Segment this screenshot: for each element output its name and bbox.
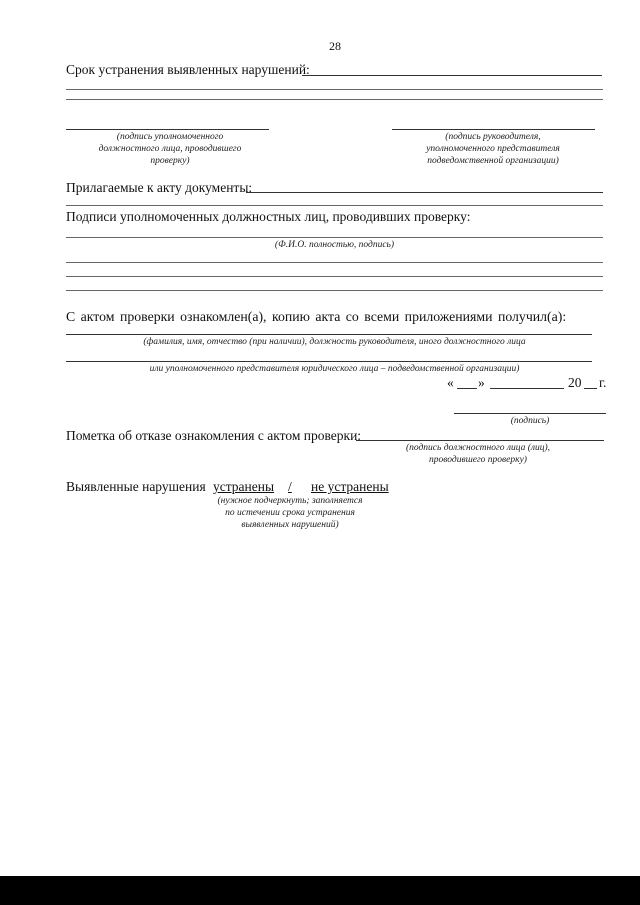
fio-caption: (Ф.И.О. полностью, подпись) <box>274 240 395 250</box>
signatures-line-4[interactable] <box>66 290 603 291</box>
refusal-caption: (подпись должностного лица (лиц), проводившего проверку) <box>405 443 551 465</box>
head-signature-line[interactable] <box>392 129 595 130</box>
inspector-signature-caption: (подпись уполномоченного должностного лица, проводившего проверку) <box>98 132 242 166</box>
date-day-field[interactable] <box>457 388 477 389</box>
date-year-suffix: г. <box>599 375 607 390</box>
deadline-line-1[interactable] <box>302 75 602 76</box>
inspector-signature-line[interactable] <box>66 129 269 130</box>
violations-not-fixed-option[interactable]: не устранены <box>311 479 389 494</box>
deadline-line-3[interactable] <box>66 99 603 100</box>
acquainted-caption-1: (фамилия, имя, отчество (при наличии), должность руководителя, иного должностного лица <box>143 337 526 347</box>
deadline-line-2[interactable] <box>66 89 603 90</box>
violations-caption: (нужное подчеркнуть; заполняется по истечении срока устранения выявленных нарушений) <box>217 496 363 530</box>
refusal-label: Пометка об отказе ознакомления с актом проверки: <box>66 428 362 443</box>
scan-border <box>0 876 640 905</box>
page-number: 28 <box>329 39 341 53</box>
attached-docs-line-1[interactable] <box>246 192 603 193</box>
signatures-line-1[interactable] <box>66 237 603 238</box>
acquainted-line-2[interactable] <box>66 361 592 362</box>
attached-docs-label: Прилагаемые к акту документы: <box>66 180 253 195</box>
violations-label: Выявленные нарушения <box>66 479 206 494</box>
date-close-quote: » <box>478 375 485 390</box>
acquainted-text: С актом проверки ознакомлен(а), копию акта со всеми приложениями получил(а): <box>66 309 567 324</box>
signature-caption: (подпись) <box>510 416 550 426</box>
violations-fixed-option[interactable]: устранены <box>213 479 275 494</box>
date-month-field[interactable] <box>490 388 564 389</box>
acquainted-caption-2: или уполномоченного представителя юридического лица – подведомственной организации) <box>149 364 520 374</box>
date-open-quote: « <box>447 375 454 390</box>
refusal-line[interactable] <box>356 440 604 441</box>
date-year-prefix: 20 <box>568 375 582 390</box>
signatures-line-3[interactable] <box>66 276 603 277</box>
date-year-field[interactable] <box>584 388 597 389</box>
head-signature-caption: (подпись руководителя, уполномоченного представителя подведомственной организации) <box>426 132 560 166</box>
violations-separator: / <box>288 479 292 494</box>
signatures-line-2[interactable] <box>66 262 603 263</box>
signature-line[interactable] <box>454 413 606 414</box>
attached-docs-line-2[interactable] <box>66 205 603 206</box>
signatures-label: Подписи уполномоченных должностных лиц, проводивших проверку: <box>66 209 471 224</box>
acquainted-line-1[interactable] <box>66 334 592 335</box>
deadline-label: Срок устранения выявленных нарушений: <box>66 62 310 77</box>
